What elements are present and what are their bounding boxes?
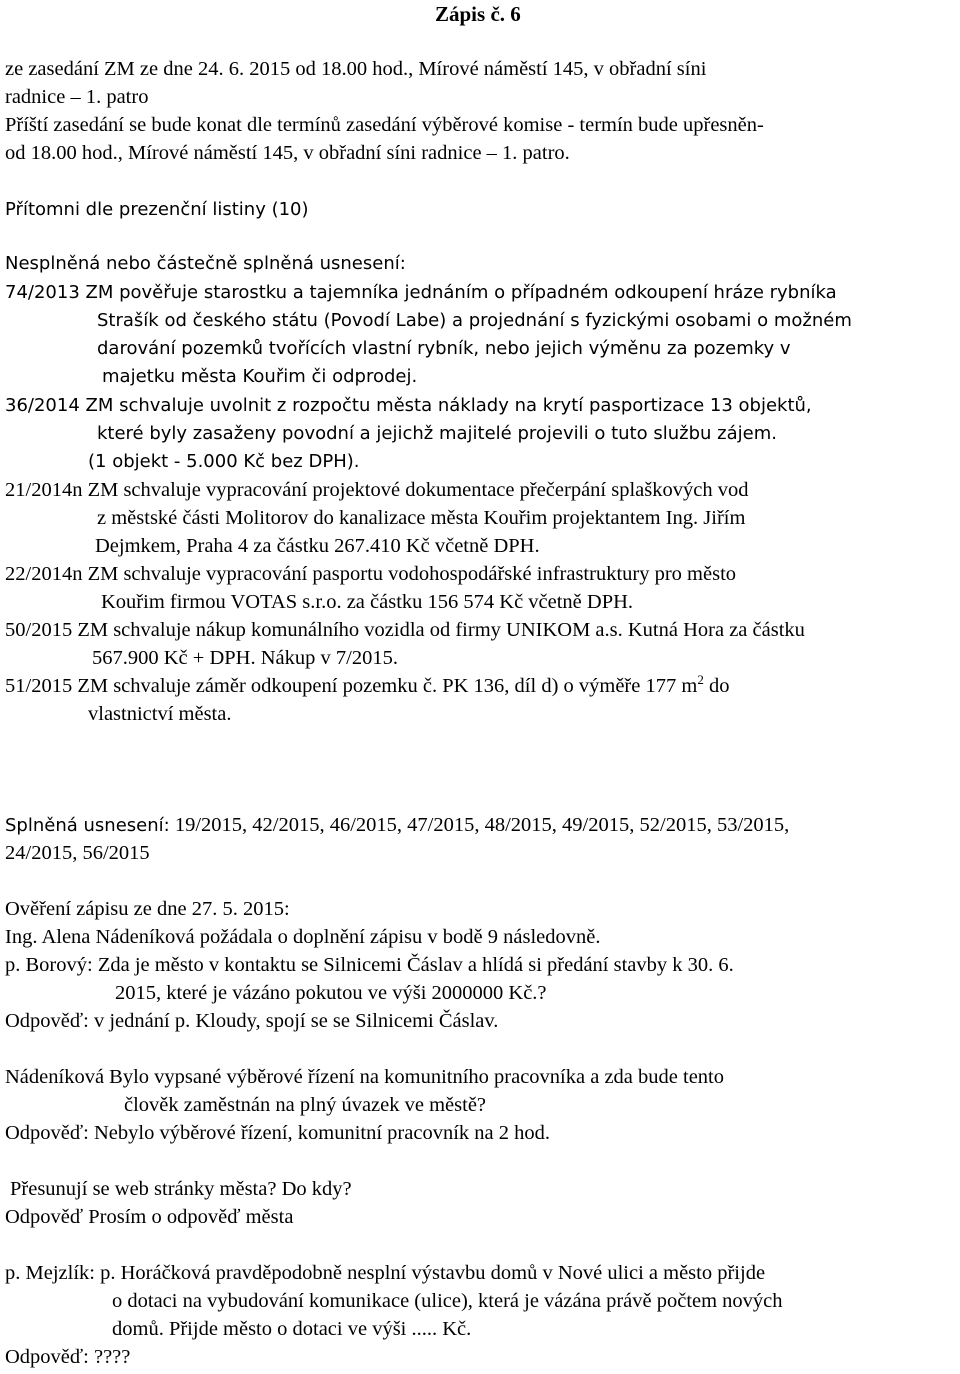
superscript-2: 2 xyxy=(697,672,704,687)
resolution-22-2014n: 22/2014n ZM schvaluje vypracování pasportu vodohospodářské infrastruktury pro město xyxy=(5,563,737,585)
resolution-22-2014n-cont: Kouřim firmou VOTAS s.r.o. za částku 156 574 Kč včetně DPH. xyxy=(101,591,634,613)
resolution-51-2015-text-end: do xyxy=(703,675,730,697)
fulfilled-resolutions xyxy=(5,811,789,841)
fulfilled-list-cont: 24/2015, 56/2015 xyxy=(5,842,150,864)
answer-worker: Odpověď: Nebylo výběrové řízení, komunitní pracovník na 2 hod. xyxy=(5,1122,550,1144)
resolution-74-2013-cont: Strašík od českého státu (Povodí Labe) a projednání s fyzickými osobami o možném xyxy=(97,310,852,331)
fulfilled-list: 19/2015, 42/2015, 46/2015, 47/2015, 48/2015, 49/2015, 52/2015, 53/2015, xyxy=(169,814,790,836)
resolution-51-2015 xyxy=(5,672,729,701)
resolution-36-2014: 36/2014 ZM schvaluje uvolnit z rozpočtu města náklady na krytí pasportizace 13 objektů, xyxy=(5,395,812,416)
resolution-50-2015: 50/2015 ZM schvaluje nákup komunálního vozidla od firmy UNIKOM a.s. Kutná Hora za částku xyxy=(5,619,805,641)
resolution-21-2014n-cont: z městské části Molitorov do kanalizace města Kouřim projektantem Ing. Jiřím xyxy=(97,507,746,529)
resolution-36-2014-cont: (1 objekt - 5.000 Kč bez DPH). xyxy=(88,451,360,472)
answer-website: Odpověď Prosím o odpověď města xyxy=(5,1206,294,1228)
verification-heading: Ověření zápisu ze dne 27. 5. 2015: xyxy=(5,898,290,920)
question-worker: Nádeníková Bylo vypsané výběrové řízení na komunitního pracovníka a zda bude tento xyxy=(5,1066,724,1088)
verification-question-cont: 2015, které je vázáno pokutou ve výši 2000000 Kč.? xyxy=(115,982,547,1004)
resolution-74-2013-cont: darování pozemků tvořících vlastní rybník, nebo jejich výměnu za pozemky v xyxy=(97,338,791,359)
resolution-21-2014n: 21/2014n ZM schvaluje vypracování projektové dokumentace přečerpání splaškových vod xyxy=(5,479,749,501)
resolution-74-2013-cont: majetku města Kouřim či odprodej. xyxy=(102,366,418,387)
resolution-74-2013: 74/2013 ZM pověřuje starostku a tajemníka jednáním o případném odkoupení hráze rybníka xyxy=(5,282,837,303)
verification-line: Ing. Alena Nádeníková požádala o doplnění zápisu v bodě 9 následovně. xyxy=(5,926,601,948)
question-mejzlik-cont: domů. Přijde město o dotaci ve výši ..... Kč. xyxy=(112,1318,472,1340)
question-mejzlik-cont: o dotaci na vybudování komunikace (ulice), která je vázána právě počtem nových xyxy=(112,1290,783,1312)
unfulfilled-heading: Nesplněná nebo částečně splněná usnesení: xyxy=(5,253,406,274)
answer-mejzlik: Odpověď: ???? xyxy=(5,1346,131,1368)
fulfilled-label: Splněná usnesení: xyxy=(5,815,170,836)
resolution-51-2015-text: 51/2015 ZM schvaluje záměr odkoupení pozemku č. PK 136, díl d) o výměře 177 m xyxy=(5,675,698,697)
verification-answer: Odpověď: v jednání p. Kloudy, spojí se se Silnicemi Čáslav. xyxy=(5,1010,499,1032)
question-website: Přesunují se web stránky města? Do kdy? xyxy=(10,1178,352,1200)
question-worker-cont: člověk zaměstnán na plný úvazek ve městě? xyxy=(124,1094,487,1116)
resolution-21-2014n-cont: Dejmkem, Praha 4 za částku 267.410 Kč včetně DPH. xyxy=(95,535,540,557)
next-meeting-line: Příští zasedání se bude konat dle termínů zasedání výběrové komise - termín bude upřesněn- xyxy=(5,114,764,136)
meeting-info-line: radnice – 1. patro xyxy=(5,86,149,108)
verification-question: p. Borový: Zda je město v kontaktu se Silnicemi Čáslav a hlídá si předání stavby k 30. 6. xyxy=(5,954,734,976)
meeting-info-line: ze zasedání ZM ze dne 24. 6. 2015 od 18.00 hod., Mírové náměstí 145, v obřadní síni xyxy=(5,58,707,80)
resolution-36-2014-cont: které byly zasaženy povodní a jejichž majitelé projevili o tuto službu zájem. xyxy=(97,423,777,444)
question-mejzlik: p. Mejzlík: p. Horáčková pravděpodobně nesplní výstavbu domů v Nové ulici a město přijde xyxy=(5,1262,766,1284)
document-title: Zápis č. 6 xyxy=(435,2,521,26)
attendance-line: Přítomni dle prezenční listiny (10) xyxy=(5,199,309,220)
next-meeting-line: od 18.00 hod., Mírové náměstí 145, v obřadní síni radnice – 1. patro. xyxy=(5,142,570,164)
resolution-51-2015-cont: vlastnictví města. xyxy=(88,703,232,725)
resolution-50-2015-cont: 567.900 Kč + DPH. Nákup v 7/2015. xyxy=(92,647,398,669)
